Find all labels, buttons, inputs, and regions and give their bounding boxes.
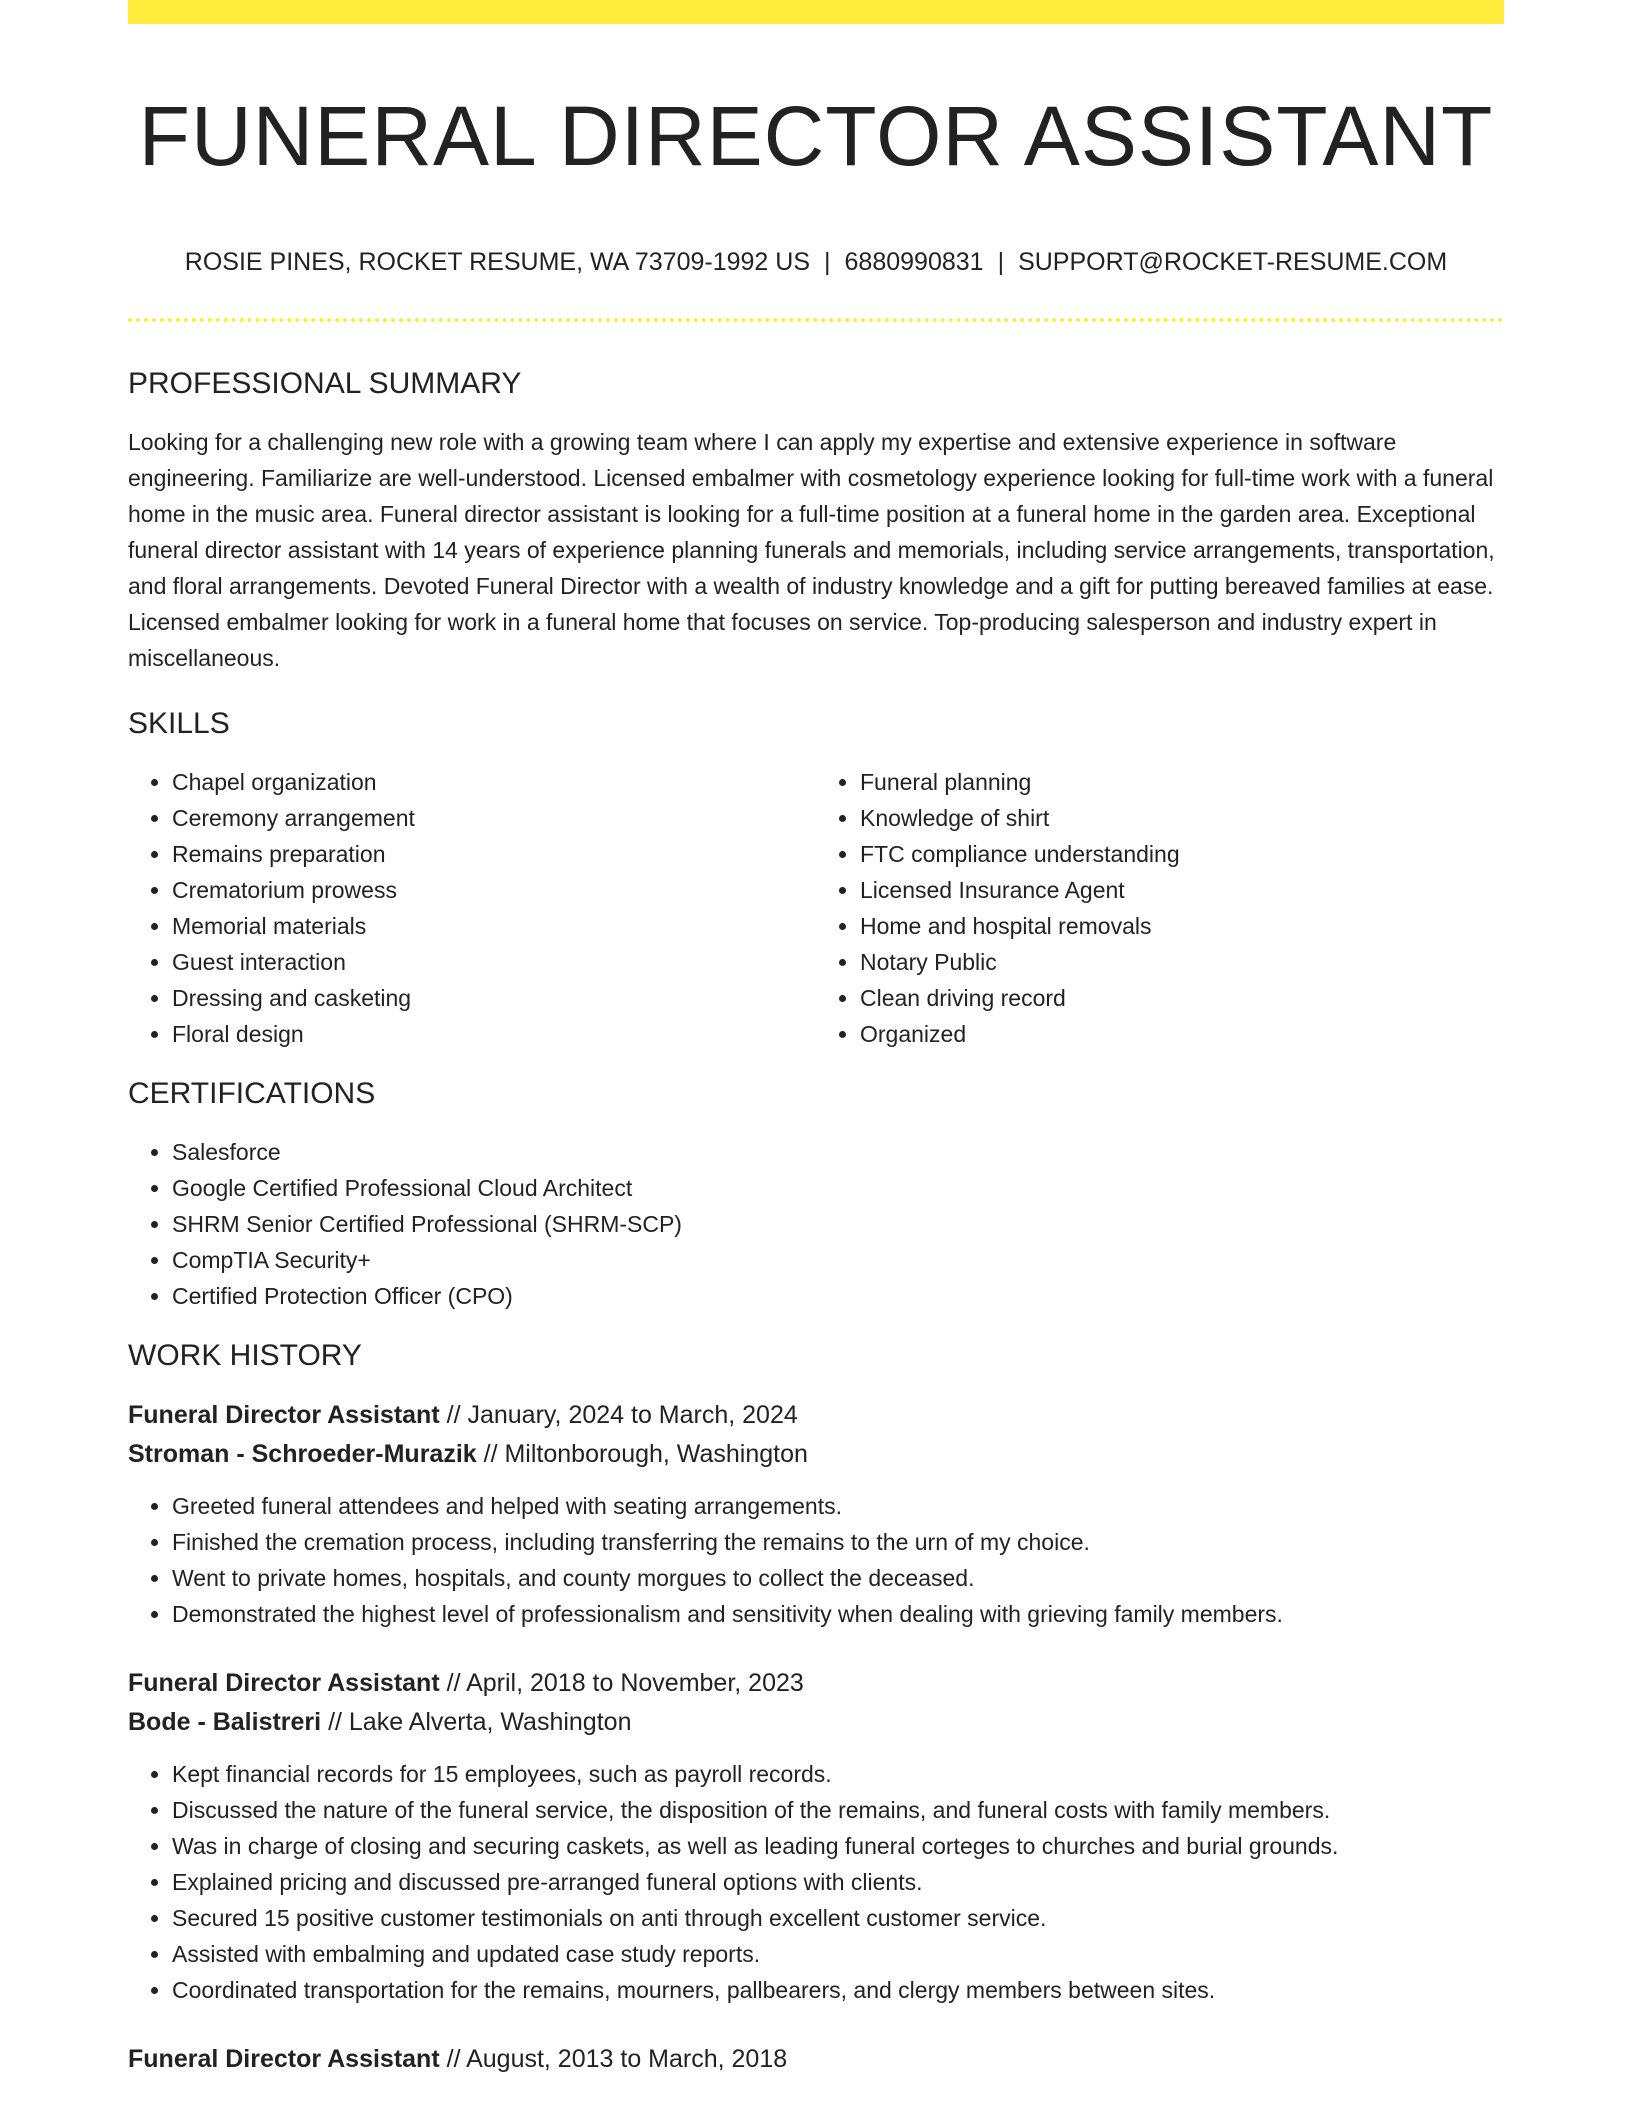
skills-columns [128, 764, 1504, 1052]
dotted-divider [128, 318, 1504, 322]
skills-section [128, 704, 1504, 1052]
job-dates: // August, 2013 to March, 2018 [446, 2045, 788, 2073]
contact-email: SUPPORT@ROCKET-RESUME.COM [1018, 248, 1448, 276]
skill-item: • Notary Public [860, 944, 1504, 980]
certification-item: • SHRM Senior Certified Professional (SHRM-SCP) [172, 1206, 1504, 1242]
job-title: Funeral Director Assistant [128, 2045, 440, 2073]
job-location: // Miltonborough, Washington [483, 1440, 808, 1468]
job-company: Bode - Balistreri [128, 1708, 322, 1736]
job-dates: // April, 2018 to November, 2023 [446, 1669, 804, 1697]
job-bullet: • Went to private homes, hospitals, and county morgues to collect the deceased. [172, 1560, 1504, 1596]
summary-section [128, 364, 1504, 676]
skill-item: • Remains preparation [172, 836, 816, 872]
job-bullet: • Secured 15 positive customer testimonials on anti through excellent customer service. [172, 1900, 1504, 1936]
job-title-line [128, 1396, 1504, 1435]
skill-item: • Home and hospital removals [860, 908, 1504, 944]
resume-page [128, 0, 1504, 2079]
accent-bar [128, 0, 1504, 24]
skill-item: • Clean driving record [860, 980, 1504, 1016]
job-bullet: • Kept financial records for 15 employees, such as payroll records. [172, 1756, 1504, 1792]
job-bullets [128, 1756, 1504, 2008]
job-bullet: • Finished the cremation process, including transferring the remains to the urn of my choice. [172, 1524, 1504, 1560]
job-entry [128, 1396, 1504, 1632]
job-company-line [128, 1435, 1504, 1474]
skill-item: • Memorial materials [172, 908, 816, 944]
summary-text: Looking for a challenging new role with a growing team where I can apply my expertise and extensive experience in software engineering. Familiarize are well-understood. Licensed embalmer with cosmetology experience looking for full-time work with a funeral home in the music area. Funeral director assistant is looking for a full-time position at a funeral home in the garden area. Exceptional funeral director assistant with 14 years of experience planning funerals and memorials, including service arrangements, transportation, and floral arrangements. Devoted Funeral Director with a wealth of industry knowledge and a gift for putting bereaved families at ease. Licensed embalmer looking for work in a funeral home that focuses on service. Top-producing salesperson and industry expert in miscellaneous. [128, 429, 1495, 671]
job-bullet: • Explained pricing and discussed pre-arranged funeral options with clients. [172, 1864, 1504, 1900]
job-location: // Lake Alverta, Washington [328, 1708, 632, 1736]
certifications-heading: CERTIFICATIONS [128, 1077, 376, 1110]
skill-item: • Guest interaction [172, 944, 816, 980]
skill-item: • Chapel organization [172, 764, 816, 800]
skill-item: • Floral design [172, 1016, 816, 1052]
work-history-heading: WORK HISTORY [128, 1339, 362, 1372]
job-company: Stroman - Schroeder-Murazik [128, 1440, 477, 1468]
certification-item: • Salesforce [172, 1134, 1504, 1170]
skill-item: • FTC compliance understanding [860, 836, 1504, 872]
skill-item: • Knowledge of shirt [860, 800, 1504, 836]
job-bullet: • Was in charge of closing and securing caskets, as well as leading funeral corteges to churches and burial grounds. [172, 1828, 1504, 1864]
job-bullet: • Greeted funeral attendees and helped with seating arrangements. [172, 1488, 1504, 1524]
job-title-line [128, 1664, 1504, 1703]
skill-item: • Dressing and casketing [172, 980, 816, 1016]
skills-heading: SKILLS [128, 707, 230, 740]
skill-item: • Ceremony arrangement [172, 800, 816, 836]
work-history-section [128, 1336, 1504, 2079]
summary-heading: PROFESSIONAL SUMMARY [128, 367, 522, 400]
certification-item: • CompTIA Security+ [172, 1242, 1504, 1278]
job-dates: // January, 2024 to March, 2024 [446, 1401, 798, 1429]
contact-address: ROSIE PINES, ROCKET RESUME, WA 73709-1992 US [184, 248, 811, 276]
certification-item: • Google Certified Professional Cloud Architect [172, 1170, 1504, 1206]
job-bullet: • Assisted with embalming and updated case study reports. [172, 1936, 1504, 1972]
job-company-line [128, 1703, 1504, 1742]
resume-title: FUNERAL DIRECTOR ASSISTANT [138, 89, 1494, 183]
contact-line [128, 246, 1504, 278]
job-title: Funeral Director Assistant [128, 1401, 440, 1429]
contact-separator: | [824, 248, 831, 276]
contact-phone: 6880990831 [844, 248, 984, 276]
certification-item: • Certified Protection Officer (CPO) [172, 1278, 1504, 1314]
job-bullets [128, 1488, 1504, 1632]
skill-item: • Crematorium prowess [172, 872, 816, 908]
job-title-line [128, 2040, 1504, 2079]
job-bullet: • Discussed the nature of the funeral service, the disposition of the remains, and funeral costs with family members. [172, 1792, 1504, 1828]
contact-separator: | [997, 248, 1005, 276]
job-entry [128, 1664, 1504, 2008]
skill-item: • Organized [860, 1016, 1504, 1052]
skill-item: • Licensed Insurance Agent [860, 872, 1504, 908]
job-bullet: • Demonstrated the highest level of professionalism and sensitivity when dealing with grieving family members. [172, 1596, 1504, 1632]
job-title: Funeral Director Assistant [128, 1669, 440, 1697]
skill-item: • Funeral planning [860, 764, 1504, 800]
skills-right-list [816, 764, 1504, 1052]
job-bullet: • Coordinated transportation for the remains, mourners, pallbearers, and clergy members between sites. [172, 1972, 1504, 2008]
certifications-section [128, 1074, 1504, 1314]
skills-left-list [128, 764, 816, 1052]
job-entry [128, 2040, 1504, 2079]
certifications-list [128, 1134, 1504, 1314]
